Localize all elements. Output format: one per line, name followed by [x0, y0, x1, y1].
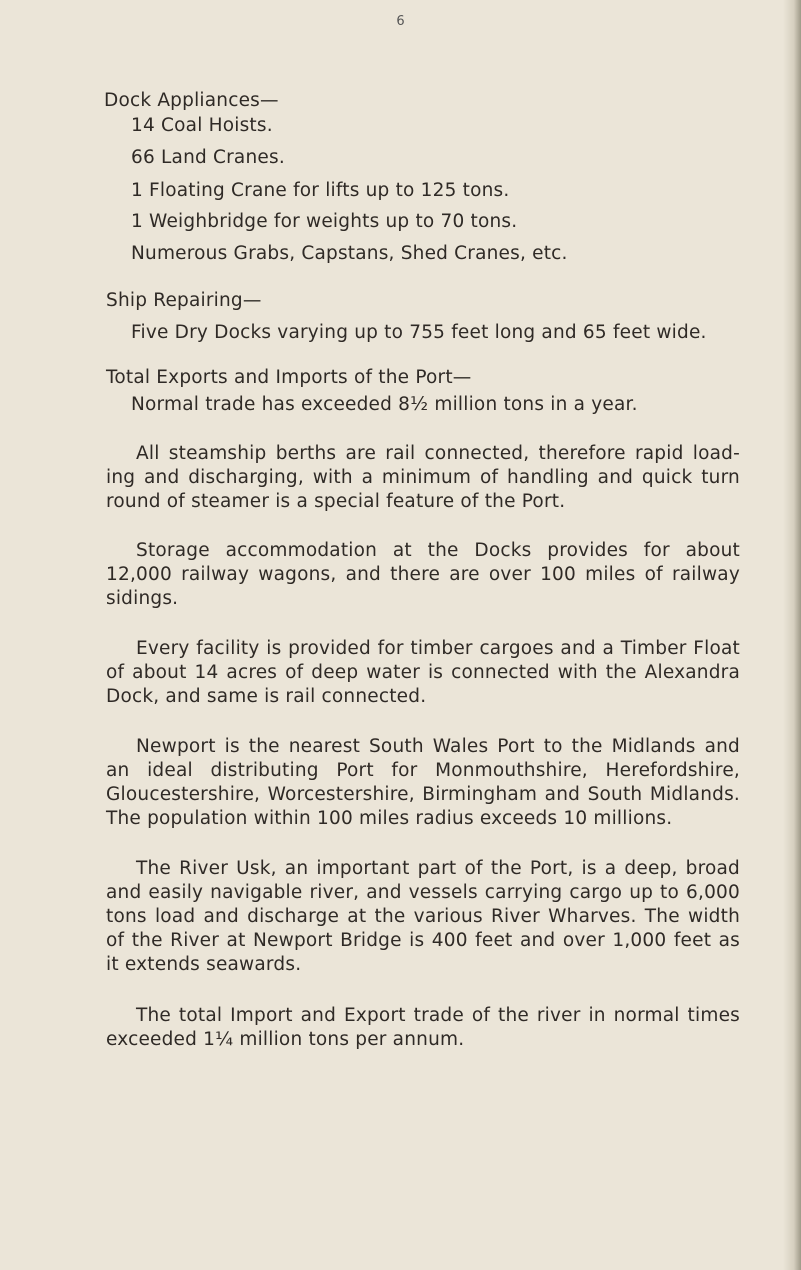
- appliance-item: 66 Land Cranes.: [131, 147, 285, 168]
- appliance-item: 1 Weighbridge for weights up to 70 tons.: [131, 211, 518, 232]
- page-edge-shadow: [783, 0, 801, 1270]
- paragraph-timber-float: Every facility is provided for timber cargoes and a Timber Float of about 14 acres of deep water is connected with the Alexandra Dock, and same is rail connected.: [106, 638, 740, 707]
- appliance-item: Numerous Grabs, Capstans, Shed Cranes, etc.: [131, 243, 568, 264]
- page-number: 6: [396, 14, 405, 29]
- dock-appliances-heading: Dock Appliances—: [104, 90, 279, 111]
- paragraph-rail-connected: All steamship berths are rail connected, therefore rapid load-ing and discharging, with a minimum of handling and quick turn round of steamer is a special feature of the Port.: [106, 443, 740, 512]
- paragraph-river-trade: The total Import and Export trade of the river in normal times exceeded 1¼ million tons per annum.: [106, 1005, 740, 1050]
- paragraph-river-usk: The River Usk, an important part of the Port, is a deep, broad and easily navigable river, and vessels carrying cargo up to 6,000 tons load and discharge at the various River Wharves. The width of the River at Newport Bridge is 400 feet and over 1,000 feet as it extends seawards.: [106, 858, 740, 975]
- ship-repairing-heading: Ship Repairing—: [106, 290, 262, 311]
- total-trade-heading: Total Exports and Imports of the Port—: [106, 367, 472, 388]
- appliance-item: 14 Coal Hoists.: [131, 115, 273, 136]
- ship-repairing-text: Five Dry Docks varying up to 755 feet long and 65 feet wide.: [131, 322, 707, 343]
- paragraph-storage: Storage accommodation at the Docks provides for about 12,000 railway wagons, and there are over 100 miles of railway sidings.: [106, 540, 740, 609]
- paragraph-distribution: Newport is the nearest South Wales Port to the Midlands and an ideal distributing Port for Monmouthshire, Herefordshire, Gloucestershire, Worcestershire, Birmingham and South Midlands. The population within 100 miles radius exceeds 10 millions.: [106, 736, 740, 829]
- total-trade-text: Normal trade has exceeded 8½ million tons in a year.: [131, 394, 638, 415]
- appliance-item: 1 Floating Crane for lifts up to 125 tons.: [131, 180, 510, 201]
